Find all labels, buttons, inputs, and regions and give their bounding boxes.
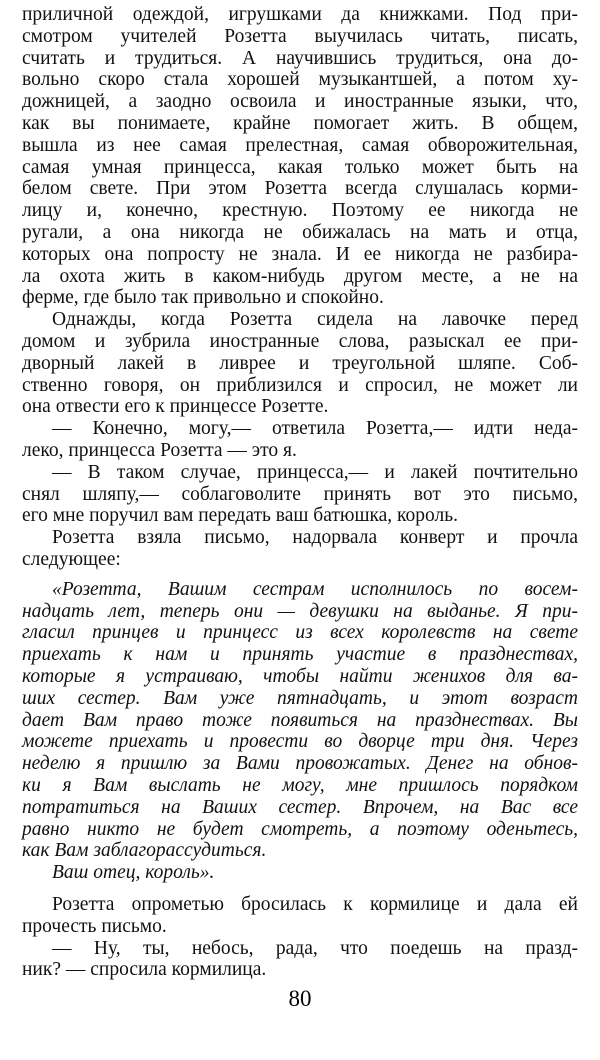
text-line: смотром учителей Розетта выучилась читать, писать, — [22, 25, 578, 47]
dialogue-line: — В таком случае, принцесса,— и лакей почтительно — [52, 461, 578, 483]
letter-line: которые я устраиваю, чтобы найти женихов для ва- — [22, 666, 578, 687]
text-line: ругали, а она никогда не обижалась на мать и отца, — [22, 222, 578, 243]
text-line: прочесть письмо. — [22, 915, 167, 937]
text-line: приличной одеждой, игрушками да книжками. Под при- — [22, 4, 578, 25]
text-line: дожницей, а заодно освоила и иностранные языки, что, — [22, 91, 578, 113]
text-line: считать и трудиться. А научившись трудиться, она до- — [22, 47, 578, 69]
letter-line: равно никто не будет смотреть, а поэтому оденьтесь, — [22, 818, 578, 840]
paragraph-first-line: Розетта опрометью бросилась к кормилице и дала ей — [52, 894, 578, 915]
text-line: леко, принцесса Розетта — это я. — [22, 440, 297, 461]
letter-line: надцать лет, теперь они — девушки на выданье. Я при- — [22, 600, 578, 622]
text-line: она отвести его к принцессе Розетте. — [22, 396, 329, 418]
letter-line: можете приехать и провести во дворце три дня. Через — [22, 731, 578, 753]
text-line: следующее: — [22, 549, 121, 570]
text-line: белом свете. При этом Розетта всегда слушалась корми- — [22, 178, 578, 200]
text-line: которых она попросту не знала. И ее никогда не разбира- — [22, 243, 578, 265]
letter-line: ших сестер. Вам уже пятнадцать, и этот возраст — [22, 687, 578, 709]
text-line: снял шляпу,— соблаговолите принять вот это письмо, — [22, 483, 578, 505]
text-line: ла охота жить в каком-нибудь другом месте, а не на — [22, 265, 578, 287]
text-line: его мне поручил вам передать ваш батюшка, король. — [22, 505, 459, 527]
paragraph-first-line: Однажды, когда Розетта сидела на лавочке перед — [52, 309, 578, 331]
letter-line: дает Вам право тоже появиться на празднествах. Вы — [22, 709, 578, 731]
letter-line: неделю я пришлю за Вами провожатых. Денег на обнов- — [22, 753, 578, 775]
dialogue-line: — Конечно, могу,— ответила Розетта,— идти неда- — [52, 418, 578, 440]
text-line: лицу и, конечно, крестную. Поэтому ее никогда не — [22, 200, 578, 222]
text-line: дворный лакей в ливрее и треугольной шляпе. Соб- — [22, 352, 578, 374]
letter-line: ки я Вам выслать не могу, мне пришлось порядком — [22, 775, 578, 796]
dialogue-line: — Ну, ты, небось, рада, что поедешь на празд- — [52, 937, 578, 959]
text-line: самая умная принцесса, какая только может быть на — [22, 156, 578, 178]
text-line: домом и зубрила иностранные слова, разыскал ее при- — [22, 331, 578, 352]
text-line: ферме, где было так привольно и спокойно. — [22, 287, 384, 309]
text-line: ник? — спросила кормилица. — [22, 959, 267, 981]
letter-line: гласил принцев и принцесс из всех королевств на свете — [22, 622, 578, 644]
letter-line: приехать к нам и принять участие в празднествах, — [22, 644, 578, 666]
letter-line: потратиться на Ваших сестер. Впрочем, на Вас все — [22, 796, 578, 818]
paragraph-first-line: Розетта взяла письмо, надорвала конверт и прочла — [52, 527, 578, 549]
text-line: вольно скоро стала хорошей музыкантшей, а потом ху- — [22, 69, 578, 91]
letter-signature: Ваш отец, король». — [52, 862, 215, 884]
text-line: вышла из нее самая прелестная, самая обворожительная, — [22, 134, 578, 156]
text-line: как вы понимаете, крайне помогает жить. В общем, — [22, 113, 578, 134]
page-number: 80 — [288, 986, 312, 1012]
text-line: ственно говоря, он приблизился и спросил, не может ли — [22, 374, 578, 396]
letter-line: как Вам заблагорассудиться. — [22, 840, 267, 862]
letter-first-line: «Розетта, Вашим сестрам исполнилось по восем- — [52, 578, 578, 600]
